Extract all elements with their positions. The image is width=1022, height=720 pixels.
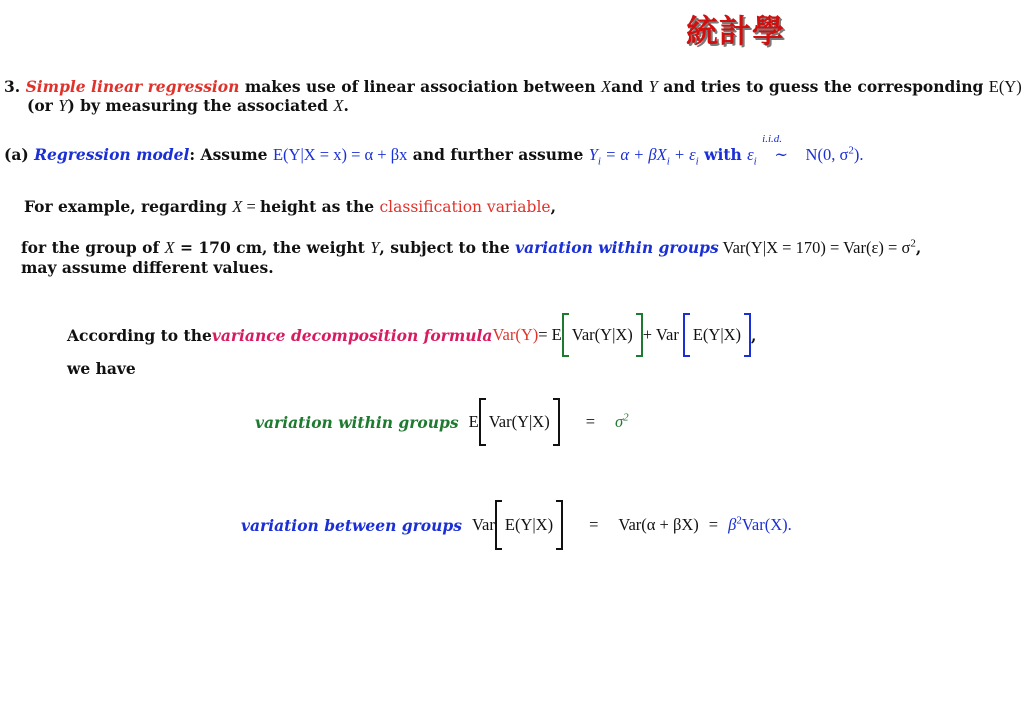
part-a-assume: Assume xyxy=(195,145,273,164)
right-bracket xyxy=(636,313,643,357)
model-rest: = α + βX xyxy=(600,145,667,164)
term-simple-linear-regression: Simple linear regression xyxy=(25,77,240,96)
decomp-bracket-2 xyxy=(683,313,751,357)
between-rhs xyxy=(728,515,792,535)
group-y: Y xyxy=(370,238,380,257)
within-bracket xyxy=(479,398,560,446)
within-label: variation within groups xyxy=(255,412,459,432)
decomp-lhs: Var(Y) xyxy=(492,325,539,344)
example-end: , xyxy=(550,197,556,216)
left-bracket xyxy=(562,313,569,357)
decomp-end: , xyxy=(751,325,757,345)
slide-title: 統計學 xyxy=(686,12,786,50)
item3-line1 xyxy=(4,77,1022,97)
within-sq: 2 xyxy=(623,411,629,424)
between-sq: 2 xyxy=(736,514,742,527)
normal-sq: 2 xyxy=(848,144,854,157)
right-bracket xyxy=(556,500,563,550)
group-var xyxy=(719,238,916,257)
group-end: , xyxy=(915,238,922,257)
model-rest2: + ε xyxy=(669,145,696,164)
decomp-inner1: Var(Y|X) xyxy=(571,325,633,344)
math-normal xyxy=(806,145,864,164)
term-classification-variable: classification variable xyxy=(379,198,551,216)
between-label: variation between groups xyxy=(241,515,462,535)
group-line1 xyxy=(21,238,921,258)
part-a-line xyxy=(4,133,864,168)
within-inner: Var(Y|X) xyxy=(488,412,550,431)
left-bracket xyxy=(495,500,502,550)
example-x: X xyxy=(232,197,243,216)
eps-sub: i xyxy=(753,155,757,168)
example-line xyxy=(24,197,556,217)
we-have: we have xyxy=(67,359,136,378)
between-inner: E(Y|X) xyxy=(504,515,554,534)
normal-end: ). xyxy=(853,145,864,164)
math-eps xyxy=(747,145,757,168)
between-rhs2: Var(X). xyxy=(741,515,792,534)
decomp-eq: = E xyxy=(538,325,562,344)
example-rest: height as the xyxy=(259,197,380,216)
within-line xyxy=(255,398,629,446)
between-line xyxy=(241,500,792,550)
left-bracket xyxy=(479,398,486,446)
item3-line2 xyxy=(27,96,349,116)
decomp-line xyxy=(67,313,756,357)
within-rhs xyxy=(615,412,629,432)
normal-text: N(0, σ xyxy=(805,145,849,164)
part-a-colon: : xyxy=(189,145,196,164)
between-beta: β xyxy=(728,515,737,534)
math-model xyxy=(588,145,699,168)
group-c: , subject to the xyxy=(379,238,516,257)
item3-and: and xyxy=(611,77,649,96)
item3-line2-b: ) by measuring the associated xyxy=(67,96,334,115)
part-a-with: with xyxy=(698,145,748,164)
right-bracket xyxy=(744,313,751,357)
decomp-bracket-1 xyxy=(562,313,643,357)
decomp-plus: + Var xyxy=(642,325,679,344)
part-a-further: and further assume xyxy=(407,145,589,164)
iid-label: i.i.d. xyxy=(762,133,783,145)
within-sigma: σ xyxy=(615,412,624,431)
between-var: Var xyxy=(471,515,495,534)
model-sub: i xyxy=(597,155,601,168)
between-bracket xyxy=(495,500,563,550)
group-b: = 170 cm, the weight xyxy=(174,238,371,257)
item3-line2-c: . xyxy=(343,96,349,115)
item3-text2: and tries to guess the corresponding xyxy=(657,77,989,96)
between-eq: = xyxy=(589,515,599,534)
model-sub3: i xyxy=(695,155,699,168)
example-lead: For example, regarding xyxy=(24,197,233,216)
math-ey: E(Y) xyxy=(988,77,1022,96)
decomp-inner2: E(Y|X) xyxy=(692,325,742,344)
eps: ε xyxy=(747,145,754,164)
term-variance-decomposition: variance decomposition formula xyxy=(211,325,493,345)
within-e: E xyxy=(468,412,479,431)
between-eq2: = xyxy=(708,515,719,534)
right-bracket xyxy=(553,398,560,446)
math-x: X xyxy=(601,77,612,96)
item-number: 3. xyxy=(4,77,21,96)
math-iid-tilde xyxy=(762,133,800,165)
group-x: X xyxy=(164,238,175,257)
item3-line2-a: (or xyxy=(27,96,59,115)
within-eq: = xyxy=(585,412,596,431)
term-regression-model: Regression model xyxy=(34,145,190,164)
decomp-lead: According to the xyxy=(67,325,212,345)
math-y2: Y xyxy=(58,96,68,115)
group-var-text: Var(Y|X = 170) = Var(ε) = σ xyxy=(718,238,911,257)
term-variation-within-groups: variation within groups xyxy=(515,238,719,257)
group-a: for the group of xyxy=(21,238,165,257)
left-bracket xyxy=(683,313,690,357)
example-eq: = xyxy=(242,197,260,216)
model-sub2: i xyxy=(666,155,670,168)
model-y: Y xyxy=(588,145,598,164)
group-line2: may assume different values. xyxy=(21,258,274,277)
math-x2: X xyxy=(333,96,344,115)
between-mid: Var(α + βX) xyxy=(618,515,699,534)
tilde: ∼ xyxy=(774,145,789,164)
math-y: Y xyxy=(648,77,658,96)
math-conditional-mean: E(Y|X = x) = α + βx xyxy=(272,145,408,164)
item3-text: makes use of linear association between xyxy=(239,77,602,96)
group-var-sq: 2 xyxy=(910,237,916,250)
part-a-label: (a) xyxy=(4,145,29,164)
